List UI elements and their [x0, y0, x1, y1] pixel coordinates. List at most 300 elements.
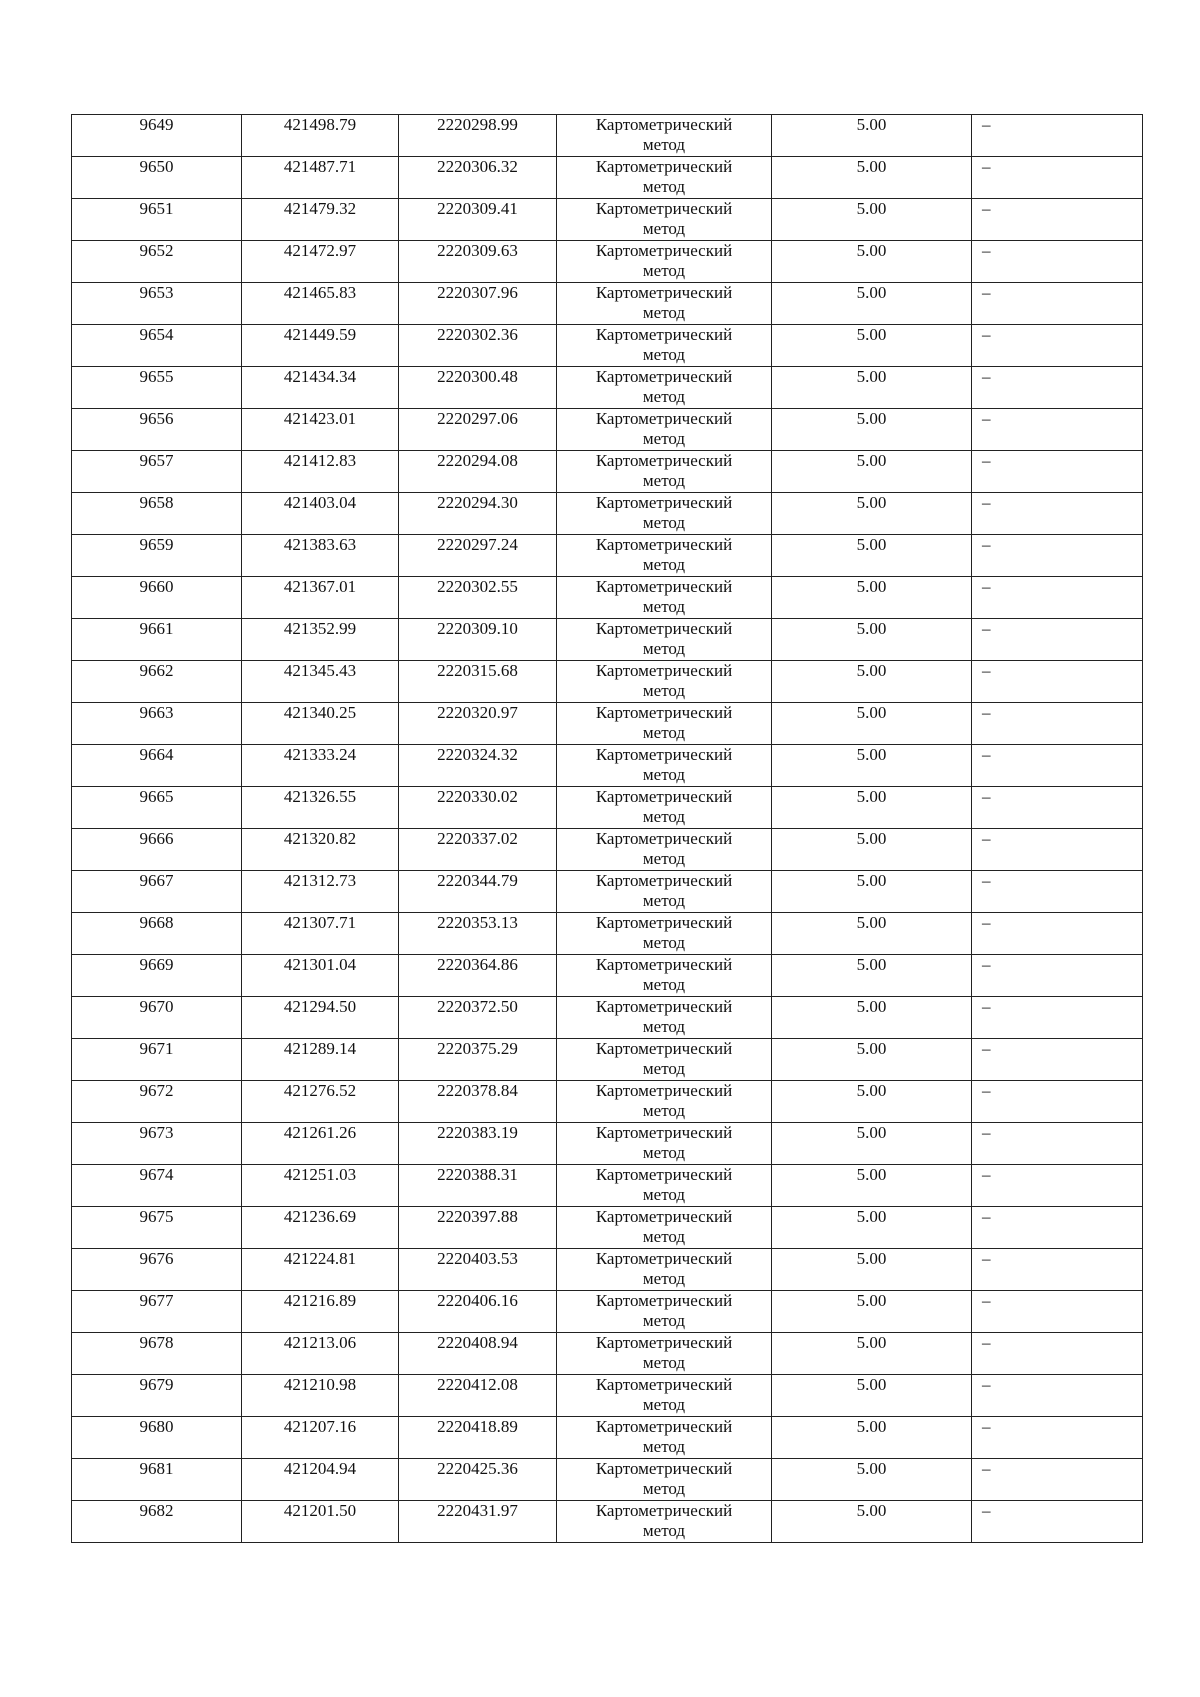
- method-line-2: метод: [642, 933, 686, 952]
- mean-error-cell: 5.00: [772, 241, 972, 283]
- table-row: [72, 1291, 1143, 1333]
- description-cell: –: [972, 115, 1143, 157]
- y-coordinate-cell: 2220324.32: [399, 745, 557, 787]
- y-coordinate-cell: 2220294.30: [399, 493, 557, 535]
- method-line-1: Картометрический: [595, 619, 733, 638]
- method-cell: [557, 913, 772, 955]
- y-coordinate-cell: 2220372.50: [399, 997, 557, 1039]
- method-cell: [557, 367, 772, 409]
- method-cell: [557, 115, 772, 157]
- mean-error-cell: 5.00: [772, 955, 972, 997]
- method-cell: [557, 451, 772, 493]
- description-cell: –: [972, 157, 1143, 199]
- y-coordinate-cell: 2220320.97: [399, 703, 557, 745]
- x-coordinate-cell: 421340.25: [242, 703, 399, 745]
- method-cell: [557, 157, 772, 199]
- method-cell: [557, 577, 772, 619]
- method-cell: [557, 283, 772, 325]
- description-cell: –: [972, 1081, 1143, 1123]
- mean-error-cell: 5.00: [772, 451, 972, 493]
- method-line-2: метод: [642, 471, 686, 490]
- y-coordinate-cell: 2220406.16: [399, 1291, 557, 1333]
- point-number-cell: 9651: [72, 199, 242, 241]
- mean-error-cell: 5.00: [772, 199, 972, 241]
- method-line-2: метод: [642, 1269, 686, 1288]
- table-row: [72, 577, 1143, 619]
- table-row: [72, 1165, 1143, 1207]
- method-line-2: метод: [642, 1479, 686, 1498]
- point-number-cell: 9659: [72, 535, 242, 577]
- method-line-2: метод: [642, 429, 686, 448]
- mean-error-cell: 5.00: [772, 1459, 972, 1501]
- method-cell: [557, 1207, 772, 1249]
- y-coordinate-cell: 2220344.79: [399, 871, 557, 913]
- y-coordinate-cell: 2220425.36: [399, 1459, 557, 1501]
- table-row: [72, 283, 1143, 325]
- mean-error-cell: 5.00: [772, 829, 972, 871]
- x-coordinate-cell: 421472.97: [242, 241, 399, 283]
- y-coordinate-cell: 2220383.19: [399, 1123, 557, 1165]
- method-cell: [557, 1291, 772, 1333]
- method-cell: [557, 1081, 772, 1123]
- table-row: [72, 1081, 1143, 1123]
- y-coordinate-cell: 2220306.32: [399, 157, 557, 199]
- table-row: [72, 955, 1143, 997]
- y-coordinate-cell: 2220294.08: [399, 451, 557, 493]
- y-coordinate-cell: 2220302.55: [399, 577, 557, 619]
- method-cell: [557, 619, 772, 661]
- table-row: [72, 1501, 1143, 1543]
- mean-error-cell: 5.00: [772, 1207, 972, 1249]
- method-cell: [557, 241, 772, 283]
- point-number-cell: 9664: [72, 745, 242, 787]
- point-number-cell: 9650: [72, 157, 242, 199]
- method-line-2: метод: [642, 765, 686, 784]
- x-coordinate-cell: 421210.98: [242, 1375, 399, 1417]
- mean-error-cell: 5.00: [772, 1249, 972, 1291]
- method-line-2: метод: [642, 975, 686, 994]
- method-cell: [557, 1375, 772, 1417]
- description-cell: –: [972, 1459, 1143, 1501]
- table-row: [72, 913, 1143, 955]
- x-coordinate-cell: 421403.04: [242, 493, 399, 535]
- x-coordinate-cell: 421251.03: [242, 1165, 399, 1207]
- coordinates-table: [71, 114, 1143, 1543]
- method-cell: [557, 1249, 772, 1291]
- point-number-cell: 9665: [72, 787, 242, 829]
- method-line-1: Картометрический: [595, 1249, 733, 1268]
- description-cell: –: [972, 199, 1143, 241]
- method-line-2: метод: [642, 1185, 686, 1204]
- method-line-2: метод: [642, 219, 686, 238]
- x-coordinate-cell: 421289.14: [242, 1039, 399, 1081]
- y-coordinate-cell: 2220378.84: [399, 1081, 557, 1123]
- method-line-1: Картометрический: [595, 283, 733, 302]
- description-cell: –: [972, 997, 1143, 1039]
- point-number-cell: 9654: [72, 325, 242, 367]
- point-number-cell: 9668: [72, 913, 242, 955]
- table-row: [72, 493, 1143, 535]
- table-row: [72, 745, 1143, 787]
- y-coordinate-cell: 2220431.97: [399, 1501, 557, 1543]
- method-line-2: метод: [642, 1143, 686, 1162]
- description-cell: –: [972, 619, 1143, 661]
- mean-error-cell: 5.00: [772, 325, 972, 367]
- description-cell: –: [972, 325, 1143, 367]
- table-row: [72, 871, 1143, 913]
- method-line-2: метод: [642, 513, 686, 532]
- table-row: [72, 703, 1143, 745]
- point-number-cell: 9671: [72, 1039, 242, 1081]
- y-coordinate-cell: 2220418.89: [399, 1417, 557, 1459]
- mean-error-cell: 5.00: [772, 745, 972, 787]
- x-coordinate-cell: 421204.94: [242, 1459, 399, 1501]
- mean-error-cell: 5.00: [772, 1501, 972, 1543]
- mean-error-cell: 5.00: [772, 1375, 972, 1417]
- method-line-2: метод: [642, 1017, 686, 1036]
- y-coordinate-cell: 2220375.29: [399, 1039, 557, 1081]
- table-row: [72, 787, 1143, 829]
- method-line-1: Картометрический: [595, 409, 733, 428]
- mean-error-cell: 5.00: [772, 1291, 972, 1333]
- method-cell: [557, 1501, 772, 1543]
- y-coordinate-cell: 2220309.41: [399, 199, 557, 241]
- table-row: [72, 829, 1143, 871]
- x-coordinate-cell: 421201.50: [242, 1501, 399, 1543]
- method-line-1: Картометрический: [595, 241, 733, 260]
- method-line-1: Картометрический: [595, 1501, 733, 1520]
- x-coordinate-cell: 421294.50: [242, 997, 399, 1039]
- mean-error-cell: 5.00: [772, 1123, 972, 1165]
- description-cell: –: [972, 1249, 1143, 1291]
- table-row: [72, 241, 1143, 283]
- method-line-1: Картометрический: [595, 325, 733, 344]
- method-line-2: метод: [642, 1521, 686, 1540]
- point-number-cell: 9673: [72, 1123, 242, 1165]
- description-cell: –: [972, 871, 1143, 913]
- method-line-2: метод: [642, 807, 686, 826]
- y-coordinate-cell: 2220408.94: [399, 1333, 557, 1375]
- point-number-cell: 9674: [72, 1165, 242, 1207]
- method-cell: [557, 1123, 772, 1165]
- description-cell: –: [972, 1333, 1143, 1375]
- method-line-2: метод: [642, 303, 686, 322]
- mean-error-cell: 5.00: [772, 115, 972, 157]
- description-cell: –: [972, 703, 1143, 745]
- y-coordinate-cell: 2220298.99: [399, 115, 557, 157]
- point-number-cell: 9672: [72, 1081, 242, 1123]
- y-coordinate-cell: 2220388.31: [399, 1165, 557, 1207]
- method-line-1: Картометрический: [595, 661, 733, 680]
- table-row: [72, 997, 1143, 1039]
- description-cell: –: [972, 1291, 1143, 1333]
- point-number-cell: 9663: [72, 703, 242, 745]
- method-line-1: Картометрический: [595, 1291, 733, 1310]
- y-coordinate-cell: 2220307.96: [399, 283, 557, 325]
- method-cell: [557, 871, 772, 913]
- method-cell: [557, 535, 772, 577]
- mean-error-cell: 5.00: [772, 1417, 972, 1459]
- y-coordinate-cell: 2220412.08: [399, 1375, 557, 1417]
- y-coordinate-cell: 2220397.88: [399, 1207, 557, 1249]
- method-line-2: метод: [642, 1059, 686, 1078]
- table-row: [72, 451, 1143, 493]
- method-line-1: Картометрический: [595, 157, 733, 176]
- mean-error-cell: 5.00: [772, 1333, 972, 1375]
- mean-error-cell: 5.00: [772, 367, 972, 409]
- y-coordinate-cell: 2220403.53: [399, 1249, 557, 1291]
- x-coordinate-cell: 421326.55: [242, 787, 399, 829]
- point-number-cell: 9681: [72, 1459, 242, 1501]
- method-line-1: Картометрический: [595, 1123, 733, 1142]
- description-cell: –: [972, 283, 1143, 325]
- x-coordinate-cell: 421465.83: [242, 283, 399, 325]
- point-number-cell: 9678: [72, 1333, 242, 1375]
- point-number-cell: 9662: [72, 661, 242, 703]
- x-coordinate-cell: 421434.34: [242, 367, 399, 409]
- method-line-1: Картометрический: [595, 787, 733, 806]
- x-coordinate-cell: 421301.04: [242, 955, 399, 997]
- mean-error-cell: 5.00: [772, 913, 972, 955]
- point-number-cell: 9666: [72, 829, 242, 871]
- point-number-cell: 9667: [72, 871, 242, 913]
- y-coordinate-cell: 2220353.13: [399, 913, 557, 955]
- method-line-1: Картометрический: [595, 1039, 733, 1058]
- description-cell: –: [972, 577, 1143, 619]
- y-coordinate-cell: 2220309.10: [399, 619, 557, 661]
- mean-error-cell: 5.00: [772, 787, 972, 829]
- table-row: [72, 1123, 1143, 1165]
- method-cell: [557, 1417, 772, 1459]
- description-cell: –: [972, 493, 1143, 535]
- table-row: [72, 619, 1143, 661]
- y-coordinate-cell: 2220309.63: [399, 241, 557, 283]
- point-number-cell: 9682: [72, 1501, 242, 1543]
- x-coordinate-cell: 421207.16: [242, 1417, 399, 1459]
- description-cell: –: [972, 1207, 1143, 1249]
- method-line-1: Картометрический: [595, 1207, 733, 1226]
- method-line-2: метод: [642, 1353, 686, 1372]
- x-coordinate-cell: 421498.79: [242, 115, 399, 157]
- method-line-2: метод: [642, 1395, 686, 1414]
- mean-error-cell: 5.00: [772, 703, 972, 745]
- method-line-1: Картометрический: [595, 115, 733, 134]
- y-coordinate-cell: 2220337.02: [399, 829, 557, 871]
- method-line-1: Картометрический: [595, 577, 733, 596]
- description-cell: –: [972, 661, 1143, 703]
- x-coordinate-cell: 421412.83: [242, 451, 399, 493]
- method-line-2: метод: [642, 1101, 686, 1120]
- x-coordinate-cell: 421352.99: [242, 619, 399, 661]
- y-coordinate-cell: 2220364.86: [399, 955, 557, 997]
- method-line-1: Картометрический: [595, 535, 733, 554]
- y-coordinate-cell: 2220297.06: [399, 409, 557, 451]
- description-cell: –: [972, 367, 1143, 409]
- x-coordinate-cell: 421307.71: [242, 913, 399, 955]
- method-line-2: метод: [642, 1437, 686, 1456]
- method-line-1: Картометрический: [595, 493, 733, 512]
- x-coordinate-cell: 421423.01: [242, 409, 399, 451]
- mean-error-cell: 5.00: [772, 157, 972, 199]
- x-coordinate-cell: 421312.73: [242, 871, 399, 913]
- y-coordinate-cell: 2220297.24: [399, 535, 557, 577]
- table-row: [72, 115, 1143, 157]
- method-line-1: Картометрический: [595, 997, 733, 1016]
- description-cell: –: [972, 451, 1143, 493]
- method-line-1: Картометрический: [595, 913, 733, 932]
- x-coordinate-cell: 421367.01: [242, 577, 399, 619]
- x-coordinate-cell: 421345.43: [242, 661, 399, 703]
- table-row: [72, 1249, 1143, 1291]
- description-cell: –: [972, 535, 1143, 577]
- description-cell: –: [972, 1417, 1143, 1459]
- method-cell: [557, 703, 772, 745]
- description-cell: –: [972, 241, 1143, 283]
- method-cell: [557, 955, 772, 997]
- method-line-1: Картометрический: [595, 745, 733, 764]
- description-cell: –: [972, 409, 1143, 451]
- table-row: [72, 1417, 1143, 1459]
- method-line-1: Картометрический: [595, 1333, 733, 1352]
- method-cell: [557, 829, 772, 871]
- y-coordinate-cell: 2220302.36: [399, 325, 557, 367]
- method-cell: [557, 1333, 772, 1375]
- x-coordinate-cell: 421276.52: [242, 1081, 399, 1123]
- method-cell: [557, 787, 772, 829]
- method-cell: [557, 745, 772, 787]
- point-number-cell: 9658: [72, 493, 242, 535]
- method-line-1: Картометрический: [595, 367, 733, 386]
- method-cell: [557, 325, 772, 367]
- point-number-cell: 9661: [72, 619, 242, 661]
- table-row: [72, 535, 1143, 577]
- x-coordinate-cell: 421333.24: [242, 745, 399, 787]
- x-coordinate-cell: 421216.89: [242, 1291, 399, 1333]
- mean-error-cell: 5.00: [772, 1165, 972, 1207]
- method-line-2: метод: [642, 891, 686, 910]
- method-line-2: метод: [642, 555, 686, 574]
- x-coordinate-cell: 421449.59: [242, 325, 399, 367]
- method-line-2: метод: [642, 849, 686, 868]
- point-number-cell: 9670: [72, 997, 242, 1039]
- method-cell: [557, 493, 772, 535]
- description-cell: –: [972, 1165, 1143, 1207]
- mean-error-cell: 5.00: [772, 535, 972, 577]
- mean-error-cell: 5.00: [772, 871, 972, 913]
- method-line-1: Картометрический: [595, 1459, 733, 1478]
- table-row: [72, 1459, 1143, 1501]
- point-number-cell: 9676: [72, 1249, 242, 1291]
- mean-error-cell: 5.00: [772, 1039, 972, 1081]
- method-line-2: метод: [642, 387, 686, 406]
- point-number-cell: 9675: [72, 1207, 242, 1249]
- table-row: [72, 1333, 1143, 1375]
- mean-error-cell: 5.00: [772, 493, 972, 535]
- mean-error-cell: 5.00: [772, 409, 972, 451]
- x-coordinate-cell: 421261.26: [242, 1123, 399, 1165]
- description-cell: –: [972, 913, 1143, 955]
- x-coordinate-cell: 421383.63: [242, 535, 399, 577]
- method-line-1: Картометрический: [595, 871, 733, 890]
- method-line-1: Картометрический: [595, 199, 733, 218]
- point-number-cell: 9680: [72, 1417, 242, 1459]
- description-cell: –: [972, 787, 1143, 829]
- method-line-1: Картометрический: [595, 1417, 733, 1436]
- method-line-1: Картометрический: [595, 451, 733, 470]
- x-coordinate-cell: 421487.71: [242, 157, 399, 199]
- method-line-2: метод: [642, 723, 686, 742]
- description-cell: –: [972, 1039, 1143, 1081]
- mean-error-cell: 5.00: [772, 283, 972, 325]
- table-row: [72, 1039, 1143, 1081]
- description-cell: –: [972, 1501, 1143, 1543]
- point-number-cell: 9652: [72, 241, 242, 283]
- method-line-2: метод: [642, 177, 686, 196]
- mean-error-cell: 5.00: [772, 577, 972, 619]
- coordinates-table-body: [72, 115, 1143, 1543]
- method-line-2: метод: [642, 1311, 686, 1330]
- mean-error-cell: 5.00: [772, 619, 972, 661]
- method-line-1: Картометрический: [595, 1081, 733, 1100]
- x-coordinate-cell: 421224.81: [242, 1249, 399, 1291]
- method-line-2: метод: [642, 135, 686, 154]
- point-number-cell: 9669: [72, 955, 242, 997]
- table-row: [72, 367, 1143, 409]
- method-cell: [557, 1165, 772, 1207]
- method-cell: [557, 661, 772, 703]
- method-line-2: метод: [642, 261, 686, 280]
- method-cell: [557, 199, 772, 241]
- point-number-cell: 9677: [72, 1291, 242, 1333]
- table-row: [72, 199, 1143, 241]
- point-number-cell: 9679: [72, 1375, 242, 1417]
- table-row: [72, 1375, 1143, 1417]
- table-row: [72, 157, 1143, 199]
- description-cell: –: [972, 829, 1143, 871]
- description-cell: –: [972, 1123, 1143, 1165]
- method-cell: [557, 1459, 772, 1501]
- table-row: [72, 661, 1143, 703]
- x-coordinate-cell: 421213.06: [242, 1333, 399, 1375]
- method-line-1: Картометрический: [595, 829, 733, 848]
- method-line-2: метод: [642, 639, 686, 658]
- method-line-2: метод: [642, 681, 686, 700]
- method-cell: [557, 1039, 772, 1081]
- method-line-1: Картометрический: [595, 1165, 733, 1184]
- description-cell: –: [972, 1375, 1143, 1417]
- point-number-cell: 9653: [72, 283, 242, 325]
- y-coordinate-cell: 2220300.48: [399, 367, 557, 409]
- description-cell: –: [972, 955, 1143, 997]
- x-coordinate-cell: 421236.69: [242, 1207, 399, 1249]
- x-coordinate-cell: 421479.32: [242, 199, 399, 241]
- table-row: [72, 409, 1143, 451]
- method-cell: [557, 997, 772, 1039]
- method-line-2: метод: [642, 345, 686, 364]
- point-number-cell: 9655: [72, 367, 242, 409]
- y-coordinate-cell: 2220315.68: [399, 661, 557, 703]
- x-coordinate-cell: 421320.82: [242, 829, 399, 871]
- table-row: [72, 325, 1143, 367]
- y-coordinate-cell: 2220330.02: [399, 787, 557, 829]
- method-line-2: метод: [642, 1227, 686, 1246]
- method-cell: [557, 409, 772, 451]
- method-line-1: Картометрический: [595, 1375, 733, 1394]
- method-line-1: Картометрический: [595, 955, 733, 974]
- method-line-1: Картометрический: [595, 703, 733, 722]
- point-number-cell: 9649: [72, 115, 242, 157]
- table-row: [72, 1207, 1143, 1249]
